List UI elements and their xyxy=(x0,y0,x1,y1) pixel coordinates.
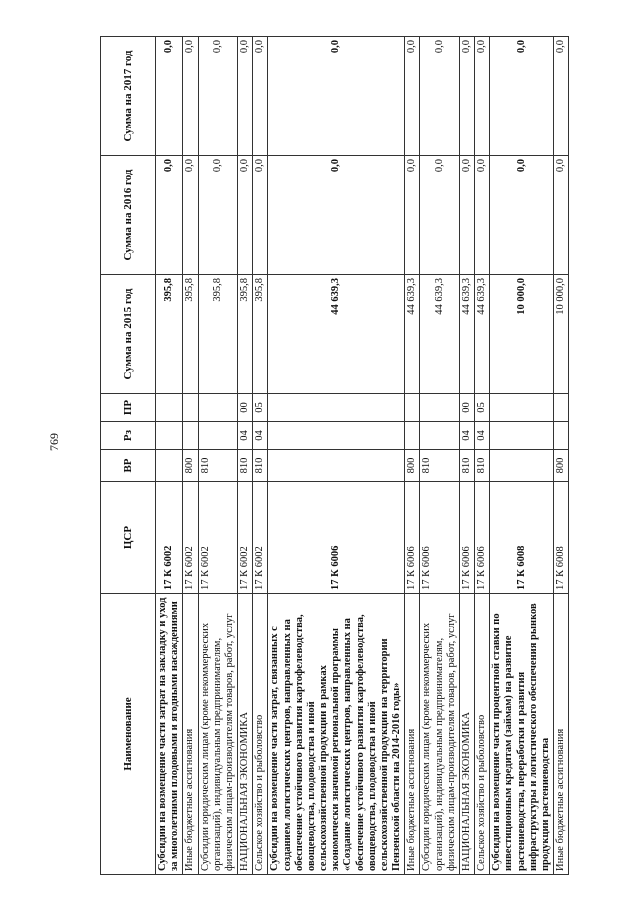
table-row xyxy=(475,37,490,875)
cell-sum-2016: 0,0 xyxy=(156,156,183,275)
header-sum-2017: Сумма на 2017 год xyxy=(101,37,156,156)
cell-csr: 17 К 6006 xyxy=(475,482,490,594)
cell-vr: 810 xyxy=(475,450,490,482)
cell-pr: 00 xyxy=(459,394,474,422)
cell-sum-2016: 0,0 xyxy=(459,156,474,275)
header-sum-2016: Сумма на 2016 год xyxy=(101,156,156,275)
cell-name: Сельское хозяйство и рыболовство xyxy=(475,594,490,875)
cell-sum-2015: 44 639,3 xyxy=(475,275,490,394)
cell-rz xyxy=(156,422,183,450)
cell-name: Иные бюджетные ассигнования xyxy=(405,594,420,875)
table-row xyxy=(268,37,405,875)
table-row xyxy=(405,37,420,875)
cell-name: Иные бюджетные ассигнования xyxy=(554,594,569,875)
cell-csr: 17 К 6006 xyxy=(420,482,460,594)
cell-sum-2015: 395,8 xyxy=(253,275,268,394)
cell-name: Субсидии юридическим лицам (кроме некоммерческих организаций), индивидуальным предпринимателям, физическим лицам-производителям товаров, работ, услуг xyxy=(420,594,460,875)
cell-sum-2017: 0,0 xyxy=(405,37,420,156)
cell-pr: 00 xyxy=(238,394,253,422)
cell-pr: 05 xyxy=(475,394,490,422)
cell-vr: 800 xyxy=(405,450,420,482)
cell-vr: 810 xyxy=(253,450,268,482)
cell-sum-2015: 395,8 xyxy=(238,275,253,394)
table-row xyxy=(156,37,183,875)
cell-vr: 800 xyxy=(183,450,198,482)
cell-csr: 17 К 6002 xyxy=(156,482,183,594)
cell-vr: 800 xyxy=(554,450,569,482)
cell-vr: 810 xyxy=(238,450,253,482)
cell-sum-2015: 44 639,3 xyxy=(405,275,420,394)
rotated-table-container xyxy=(100,37,588,875)
header-csr: ЦСР xyxy=(101,482,156,594)
table-row xyxy=(198,37,238,875)
cell-rz: 04 xyxy=(459,422,474,450)
cell-rz xyxy=(183,422,198,450)
cell-sum-2016: 0,0 xyxy=(420,156,460,275)
cell-sum-2016: 0,0 xyxy=(490,156,554,275)
cell-csr: 17 К 6006 xyxy=(405,482,420,594)
cell-sum-2016: 0,0 xyxy=(405,156,420,275)
cell-sum-2017: 0,0 xyxy=(475,37,490,156)
cell-csr: 17 К 6008 xyxy=(554,482,569,594)
cell-sum-2015: 44 639,3 xyxy=(268,275,405,394)
cell-rz xyxy=(268,422,405,450)
cell-sum-2015: 395,8 xyxy=(198,275,238,394)
cell-pr xyxy=(156,394,183,422)
cell-vr: 810 xyxy=(459,450,474,482)
cell-name: Субсидии на возмещение части процентной ставки по инвестиционным кредитам (займам) на развитие растениеводства, переработки и развития инфраструктуры и логистического обеспечения рынков продукции растениеводства xyxy=(490,594,554,875)
cell-sum-2017: 0,0 xyxy=(183,37,198,156)
table-row xyxy=(253,37,268,875)
cell-rz xyxy=(405,422,420,450)
table-row xyxy=(554,37,569,875)
header-pr: ПР xyxy=(101,394,156,422)
cell-csr: 17 К 6006 xyxy=(268,482,405,594)
header-sum-2015: Сумма на 2015 год xyxy=(101,275,156,394)
cell-name: Субсидии на возмещение части затрат на закладку и уход за многолетними плодовыми и ягодными насаждениями xyxy=(156,594,183,875)
header-name: Наименование xyxy=(101,594,156,875)
cell-pr xyxy=(268,394,405,422)
cell-vr xyxy=(490,450,554,482)
cell-csr: 17 К 6008 xyxy=(490,482,554,594)
cell-sum-2016: 0,0 xyxy=(268,156,405,275)
cell-sum-2017: 0,0 xyxy=(253,37,268,156)
cell-vr xyxy=(268,450,405,482)
cell-pr xyxy=(183,394,198,422)
header-rz: Рз xyxy=(101,422,156,450)
budget-table xyxy=(100,36,569,875)
cell-sum-2017: 0,0 xyxy=(198,37,238,156)
cell-sum-2017: 0,0 xyxy=(156,37,183,156)
cell-csr: 17 К 6002 xyxy=(238,482,253,594)
cell-sum-2015: 395,8 xyxy=(156,275,183,394)
cell-sum-2017: 0,0 xyxy=(459,37,474,156)
cell-csr: 17 К 6002 xyxy=(183,482,198,594)
cell-rz: 04 xyxy=(475,422,490,450)
cell-pr xyxy=(554,394,569,422)
cell-sum-2016: 0,0 xyxy=(475,156,490,275)
cell-name: Иные бюджетные ассигнования xyxy=(183,594,198,875)
cell-pr: 05 xyxy=(253,394,268,422)
cell-sum-2017: 0,0 xyxy=(420,37,460,156)
header-row xyxy=(101,37,156,875)
cell-rz: 04 xyxy=(253,422,268,450)
cell-sum-2015: 10 000,0 xyxy=(554,275,569,394)
cell-csr: 17 К 6006 xyxy=(459,482,474,594)
cell-sum-2016: 0,0 xyxy=(183,156,198,275)
cell-name: Субсидии юридическим лицам (кроме некоммерческих организаций), индивидуальным предпринимателям, физическим лицам-производителям товаров, работ, услуг xyxy=(198,594,238,875)
cell-rz xyxy=(420,422,460,450)
cell-pr xyxy=(405,394,420,422)
cell-sum-2017: 0,0 xyxy=(268,37,405,156)
cell-pr xyxy=(198,394,238,422)
cell-sum-2017: 0,0 xyxy=(490,37,554,156)
cell-csr: 17 К 6002 xyxy=(198,482,238,594)
table-body xyxy=(156,37,569,875)
table-row xyxy=(459,37,474,875)
cell-vr xyxy=(156,450,183,482)
cell-sum-2017: 0,0 xyxy=(554,37,569,156)
cell-pr xyxy=(490,394,554,422)
cell-sum-2016: 0,0 xyxy=(554,156,569,275)
cell-name: Субсидии на возмещение части затрат, связанных с созданием логистических центров, направленных на обеспечение устойчивого развития картофелеводства, овощеводства, плодоводства и иной сельскохозяйственной продукции в рамках экономически значимой региональной программы «Создание логистических центров, направленных на обеспечение устойчивого развития картофелеводства, овощеводства, плодоводства и иной сельскохозяйственной продукции на территории Пензенской области на 2014-2016 годы» xyxy=(268,594,405,875)
cell-pr xyxy=(420,394,460,422)
table-row xyxy=(183,37,198,875)
cell-sum-2016: 0,0 xyxy=(198,156,238,275)
cell-sum-2017: 0,0 xyxy=(238,37,253,156)
table-row xyxy=(238,37,253,875)
cell-sum-2015: 44 639,3 xyxy=(459,275,474,394)
cell-name: Сельское хозяйство и рыболовство xyxy=(253,594,268,875)
cell-vr: 810 xyxy=(420,450,460,482)
cell-vr: 810 xyxy=(198,450,238,482)
header-vr: ВР xyxy=(101,450,156,482)
cell-rz xyxy=(554,422,569,450)
cell-name: НАЦИОНАЛЬНАЯ ЭКОНОМИКА xyxy=(459,594,474,875)
table-row xyxy=(420,37,460,875)
cell-sum-2016: 0,0 xyxy=(253,156,268,275)
cell-name: НАЦИОНАЛЬНАЯ ЭКОНОМИКА xyxy=(238,594,253,875)
table-header xyxy=(101,37,156,875)
cell-sum-2015: 10 000,0 xyxy=(490,275,554,394)
cell-rz xyxy=(198,422,238,450)
cell-sum-2015: 44 639,3 xyxy=(420,275,460,394)
table-row xyxy=(490,37,554,875)
cell-rz xyxy=(490,422,554,450)
cell-sum-2016: 0,0 xyxy=(238,156,253,275)
cell-sum-2015: 395,8 xyxy=(183,275,198,394)
cell-rz: 04 xyxy=(238,422,253,450)
page-number: 769 xyxy=(47,433,61,451)
cell-csr: 17 К 6002 xyxy=(253,482,268,594)
